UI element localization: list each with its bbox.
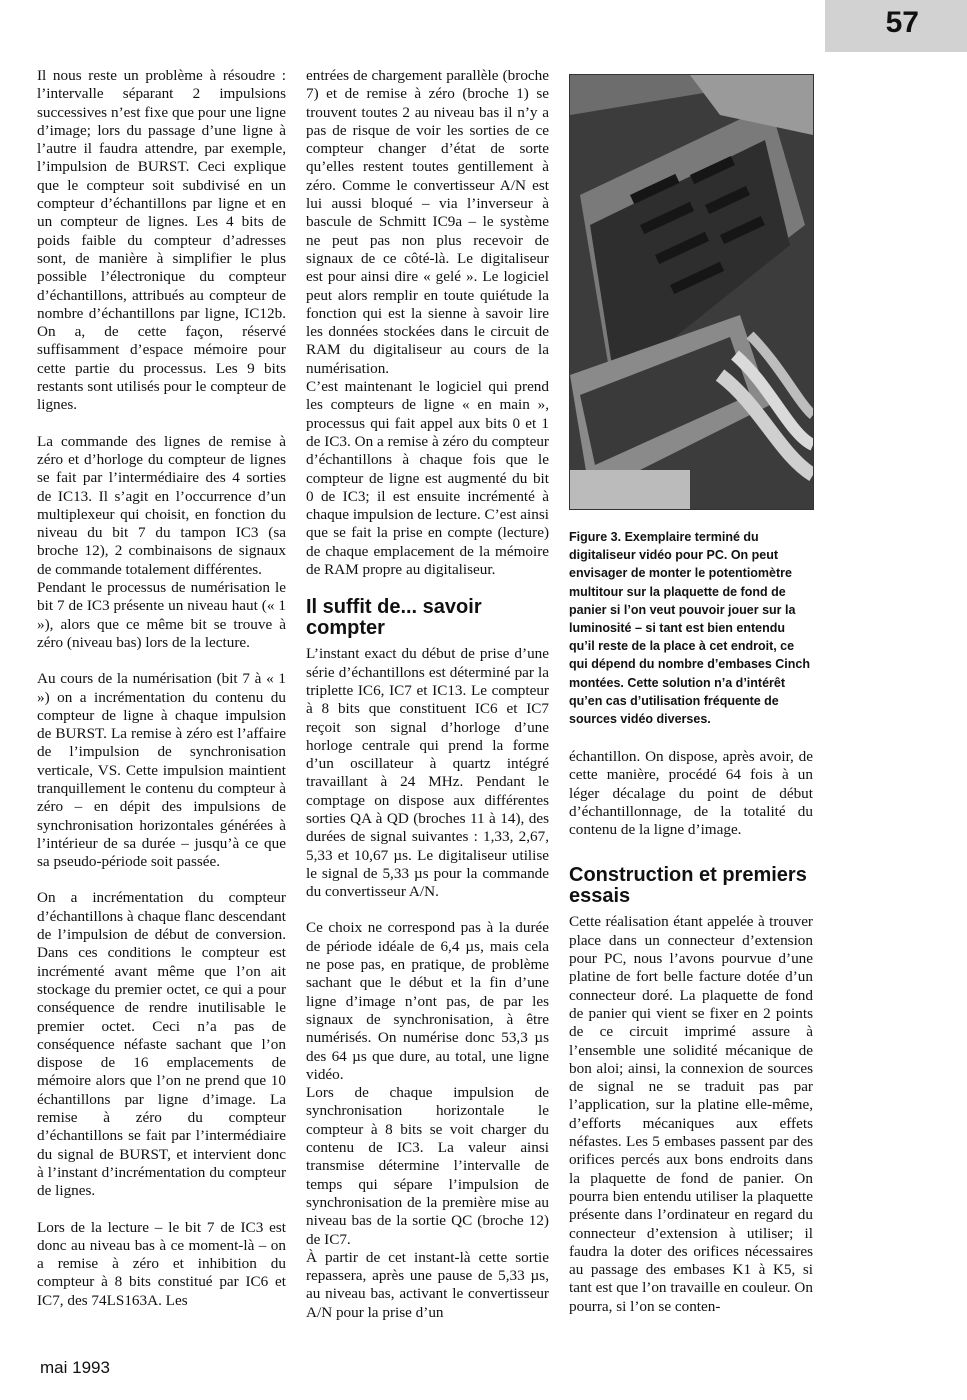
paragraph: Lors de chaque impulsion de synchronisation horizontale le compteur à 8 bits se voit charger du contenu de IC3. La valeur ainsi transmise détermine l’intervalle de temps qui sépare l’impulsion de synchronisation de la première mise au niveau bas de la sortie QC (broche 12) de IC7. [306, 1084, 549, 1248]
paragraph: Cette réalisation étant appelée à trouver place dans un connecteur d’extension pour PC, nous l’avons pourvue d’une platine de fort belle facture dotée d’un connecteur doré. La plaquette de fond de panier qui vient se fixer en 2 points de ce circuit imprimé assure à l’ensemble une solidité mécanique de bon aloi; ainsi, la connexion de sources de signal ne se traduit pas par l’application, sur la platine elle-même, d’efforts mécaniques aux effets néfastes. Les 5 embases passent par des orifices percés aux bons endroits dans la plaquette de fond de panier. On pourra bien entendu utiliser la plaquette présente dans l’ordinateur en regard du connecteur d’extension à utiliser; il faudra la doter des orifices nécessaires au passage des embases K1 à K5, si tant est que l’on travaille en couleur. On pourra, si l’on se conten- [569, 913, 813, 1315]
paragraph: échantillon. On dispose, après avoir, de cette manière, procédé 64 fois à un léger décalage du point de début d’échantillonnage, de la totalité du contenu de la ligne d’image. [569, 748, 813, 839]
paragraph: Ce choix ne correspond pas à la durée de période idéale de 6,4 µs, mais cela ne pose pas, en pratique, de problème sachant que le début et la fin d’une ligne d’image n’ont pas, de par les signaux de synchronisation, à être numérisés. On numérise donc 53,3 µs des 64 µs que dure, au total, une ligne vidéo. [306, 919, 549, 1083]
paragraph: On a incrémentation du compteur d’échantillons à chaque flanc descendant de l’impulsion de début de conversion. Dans ces conditions le compteur est incrémenté avant même que l’on ait stockage du premier octet, ce qui a pour conséquence de rendre inutilisable le premier octet. Ceci n’a pas de conséquence néfaste sachant que l’on dispose de 16 emplacements de mémoire alors que l’on ne prend que 10 échantillons par ligne d’image. La remise à zéro du compteur d’échantillons se fait par l’intermédiaire du signal de BURST, et intervient donc à l’instant d’incrémentation du compteur de lignes. [37, 889, 286, 1200]
column-2 [306, 67, 549, 1322]
paragraph: L’instant exact du début de prise d’une série d’échantillons est déterminé par la triplette IC6, IC7 et IC13. Le compteur à 8 bits que constituent IC6 et IC7 reçoit son signal d’horloge d’une horloge centrale qui prend la forme d’un oscillateur à quartz intégré travaillant à 24 MHz. Pendant le comptage on dispose aux différentes sorties QA à QD (broches 11 à 14), des durées de signal suivantes : 1,33, 2,67, 5,33 et 10,67 µs. Le digitaliseur utilise le signal de 5,33 µs pour la commande du convertisseur A/N. [306, 645, 549, 901]
page-number: 57 [885, 6, 919, 39]
figure-label: Figure 3. [569, 530, 622, 544]
paragraph: Lors de la lecture – le bit 7 de IC3 est donc au niveau bas à ce moment-là – on a remise à zéro et inhibition du compteur à 8 bits constitué par IC6 et IC7, des 74LS163A. Les [37, 1218, 286, 1309]
page-number-box [825, 0, 967, 52]
figure-caption [569, 528, 814, 728]
section-heading: Il suffit de... savoir compter [306, 596, 482, 640]
paragraph: À partir de cet instant-là cette sortie repassera, après une pause de 5,33 µs, au niveau bas, activant le convertisseur A/N pour la prise d’un [306, 1248, 549, 1321]
paragraph: La commande des lignes de remise à zéro et d’horloge du compteur de lignes se fait par l’intermédiaire des 4 sorties de IC13. Il s’agit en l’occurrence d’un multiplexeur qui choisit, en fonction du niveau du bit 7 du tampon IC3 (sa broche 12), 2 combinaisons de signaux de commande totalement différentes. [37, 432, 286, 578]
footer-date: mai 1993 [40, 1358, 110, 1377]
column-1 [37, 67, 286, 1310]
paragraph: Pendant le processus de numérisation le bit 7 de IC3 présente un niveau haut (« 1 »), alors que ce même bit se trouve à zéro (niveau bas) lors de la lecture. [37, 579, 286, 651]
paragraph: Il nous reste un problème à résoudre : l’intervalle séparant 2 impulsions successives n’est fixe que pour une ligne d’image; lors du passage d’une ligne à l’autre il faudra attendre, par exemple, l’impulsion de BURST. Ceci explique que le compteur soit subdivisé en un compteur d’échantillons par ligne et en un compteur de lignes. Les 4 bits de poids faible du compteur d’adresses sont, de manière à simplifier le plus possible l’électronique du compteur d’échantillons, attribués au compteur de nombre d’échantillons par ligne, IC12b. On a, de cette façon, réservé suffisamment d’espace mémoire pour cette partie du processus. Les 9 bits restants sont utilisés pour le compteur de lignes. [37, 67, 286, 414]
paragraph: entrées de chargement parallèle (broche 7) et de remise à zéro (broche 1) se trouvent toutes 2 au niveau bas il n’y a pas de risque de voir les sorties de ce compteur changer d’état de sorte qu’elles restent toutes gentillement à zéro. Comme le convertisseur A/N est lui aussi bloqué – via l’inverseur à bascule de Schmitt IC9a – le système ne peut pas non plus recevoir de signaux de ce côté-là. Le digitaliseur est pour ainsi dire « gelé ». Le logiciel peut alors remplir en toute quiétude la fonction qui est la sienne à savoir lire les données stockées dans le circuit de RAM du digitaliseur au cours de la numérisation. [306, 67, 549, 377]
paragraph: C’est maintenant le logiciel qui prend les compteurs de ligne « en main », processus qui fait appel aux bits 0 et 1 de IC3. On a remise à zéro du compteur d’échantillons à chaque fois que le compteur de ligne est augmenté du bit 0 de IC3; il est ensuite incrémenté à chaque impulsion de lecture. C’est ainsi que se fait la prise en compte (lecture) de chaque emplacement de la mémoire de RAM propre au digitaliseur. [306, 378, 549, 579]
figure-caption-text: Exemplaire terminé du digitaliseur vidéo pour PC. On peut envisager de monter le potentiomètre multitour sur la plaquette de fond de panier si l’on veut pouvoir jouer sur la luminosité – si tant est bien entendu qu’il reste de la place à cet endroit, ce qui dépend du nombre d’embases Cinch montées. Cette solution n’a d’intérêt qu’en cas d’utilisation fréquente de sources vidéo diverses. [569, 530, 811, 727]
circuit-board-photo-image [570, 75, 813, 509]
column-3 [569, 748, 813, 1316]
section-heading: Construction et premiers essais [569, 864, 807, 908]
figure-photo [569, 74, 814, 510]
paragraph: Au cours de la numérisation (bit 7 à « 1 ») on a incrémentation du contenu du compteur de ligne à chaque impulsion de BURST. La remise à zéro est l’affaire de l’impulsion de synchronisation verticale, VS. Cette impulsion maintient tranquillement le contenu du compteur à zéro – en dépit des impulsions de synchronisation horizontales générées à l’intérieur de sa durée – jusqu’à ce que sa pseudo-période soit passée. [37, 670, 286, 871]
